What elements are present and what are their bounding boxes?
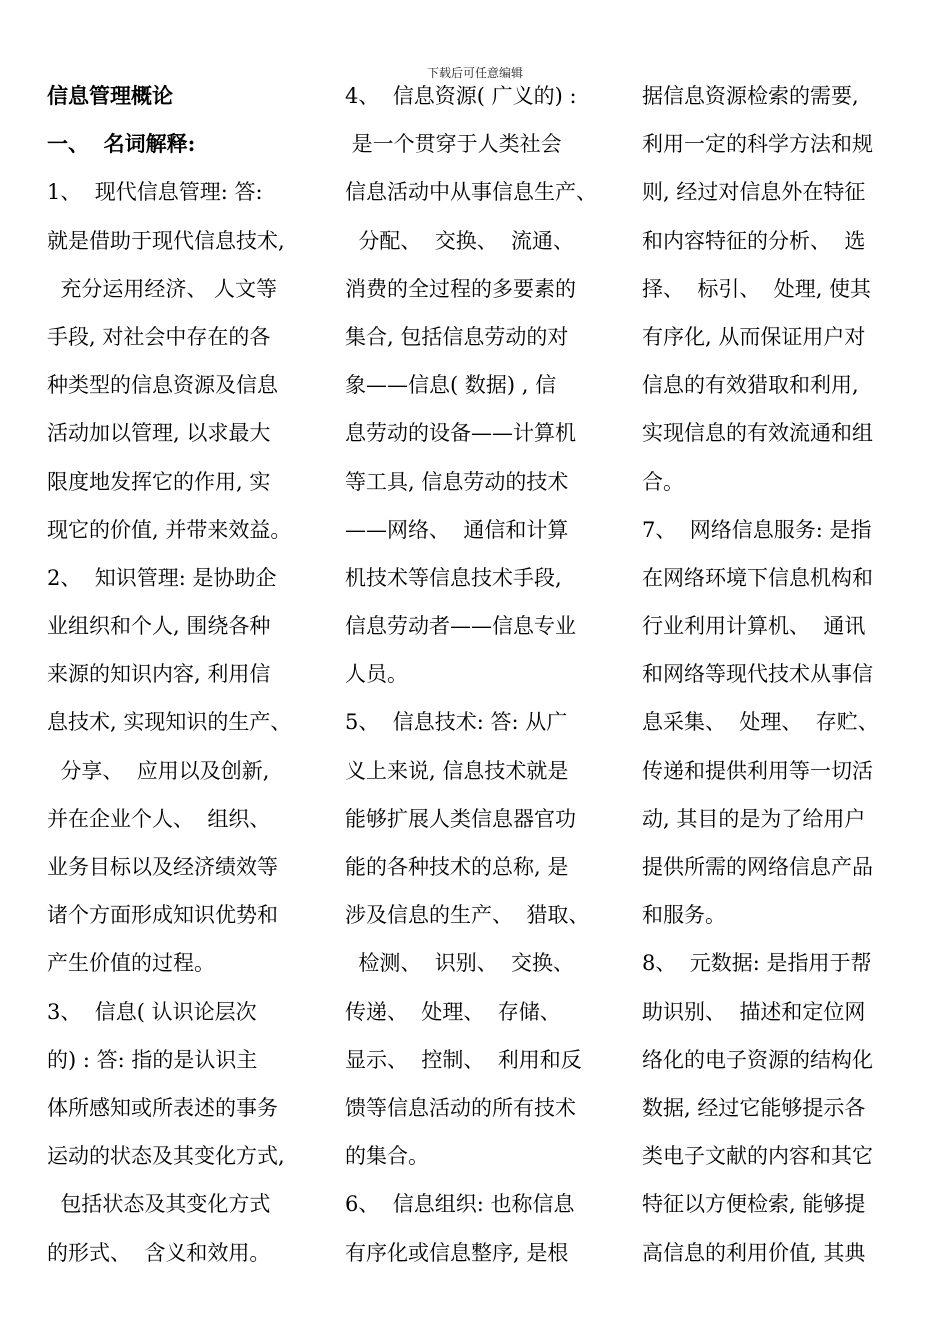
text-line: 消费的全过程的多要素的 — [345, 276, 576, 301]
text-line: 分配、 交换、 流通、 — [345, 228, 575, 253]
text-line: 数据, 经过它能够提示各 — [642, 1095, 866, 1120]
text-line: 和内容特征的分析、 选 — [642, 228, 866, 253]
text-line: ——网络、 通信和计算 — [345, 517, 569, 542]
text-line: 充分运用经济、 人文等 — [47, 276, 278, 301]
text-line: 义上来说, 信息技术就是 — [345, 758, 569, 783]
text-line: 助识别、 描述和定位网 — [642, 999, 866, 1024]
text-line: 7、 网络信息服务: 是指 — [642, 517, 872, 542]
text-line: 据信息资源检索的需要, — [642, 84, 859, 108]
text-line: 行业利用计算机、 通讯 — [642, 614, 866, 639]
text-line: 的) : 答: 指的是认识主 — [47, 1047, 258, 1072]
text-line: 有序化或信息整序, 是根 — [345, 1240, 569, 1265]
text-line: 3、 信息( 认识论层次 — [47, 999, 257, 1024]
text-line: 的集合。 — [345, 1144, 429, 1169]
text-column-2 — [345, 72, 635, 1277]
text-line: 息采集、 处理、 存贮、 — [642, 710, 879, 735]
text-line: 是一个贯穿于人类社会 — [345, 132, 562, 157]
text-line: 动, 其目的是为了给用户 — [642, 806, 866, 831]
text-column-3 — [642, 72, 932, 1277]
text-line: 人员。 — [345, 662, 408, 687]
text-line: 业组织和个人, 围绕各种 — [47, 614, 271, 639]
text-line: 合。 — [642, 469, 684, 494]
text-line: 实现信息的有效流通和组 — [642, 421, 873, 446]
text-line: 涉及信息的生产、 猎取、 — [345, 903, 590, 928]
text-line: 能的各种技术的总称, 是 — [345, 855, 569, 879]
text-line: 在网络环境下信息机构和 — [642, 565, 873, 590]
text-line: 择、 标引、 处理, 使其 — [642, 276, 872, 301]
text-line: 体所感知或所表述的事务 — [47, 1095, 278, 1120]
text-line: 传递和提供利用等一切活 — [642, 758, 873, 783]
text-line: 包括状态及其变化方式 — [47, 1192, 271, 1217]
text-line: 活动加以管理, 以求最大 — [47, 421, 271, 446]
text-line: 1、 现代信息管理: 答: — [47, 180, 263, 205]
text-line: 手段, 对社会中存在的各 — [47, 324, 271, 349]
text-line: 诸个方面形成知识优势和 — [47, 903, 278, 928]
text-line: 4、 信息资源( 广义的) : — [345, 84, 577, 108]
text-line: 息劳动的设备——计算机 — [345, 421, 576, 446]
text-line: 利用一定的科学方法和规 — [642, 132, 873, 157]
text-line: 等工具, 信息劳动的技术 — [345, 469, 569, 494]
text-line: 机技术等信息技术手段, — [345, 565, 562, 590]
text-line: 特征以方便检索, 能够提 — [642, 1192, 866, 1217]
text-line: 并在企业个人、 组织、 — [47, 806, 271, 831]
text-line: 能够扩展人类信息器官功 — [345, 806, 576, 831]
document-title: 信息管理概论 — [47, 83, 173, 108]
text-line: 类电子文献的内容和其它 — [642, 1144, 873, 1169]
text-line: 有序化, 从而保证用户对 — [642, 324, 866, 349]
text-line: 高信息的利用价值, 其典 — [642, 1240, 866, 1265]
text-line: 息技术, 实现知识的生产、 — [47, 710, 292, 735]
text-line: 信息劳动者——信息专业 — [345, 614, 576, 639]
text-line: 则, 经过对信息外在特征 — [642, 180, 866, 205]
text-line: 产生价值的过程。 — [47, 951, 215, 976]
text-line: 集合, 包括信息劳动的对 — [345, 324, 569, 349]
text-line: 提供所需的网络信息产品 — [642, 855, 873, 879]
text-line: 运动的状态及其变化方式, — [47, 1144, 285, 1169]
text-line: 信息的有效猎取和利用, — [642, 373, 859, 398]
text-line: 络化的电子资源的结构化 — [642, 1047, 873, 1072]
text-line: 的形式、 含义和效用。 — [47, 1240, 271, 1265]
text-line: 和服务。 — [642, 903, 726, 928]
text-line: 限度地发挥它的作用, 实 — [47, 469, 271, 494]
text-line: 和网络等现代技术从事信 — [642, 662, 873, 687]
text-line: 2、 知识管理: 是协助企 — [47, 565, 277, 590]
section-heading: 一、 名词解释: — [47, 131, 196, 157]
text-line: 就是借助于现代信息技术, — [47, 228, 285, 253]
text-line: 业务目标以及经济绩效等 — [47, 855, 278, 879]
text-line: 检测、 识别、 交换、 — [345, 951, 575, 976]
text-line: 种类型的信息资源及信息 — [47, 373, 278, 398]
text-line: 象——信息( 数据) , 信 — [345, 373, 557, 398]
text-line: 显示、 控制、 利用和反 — [345, 1047, 582, 1072]
text-line: 现它的价值, 并带来效益。 — [47, 517, 292, 542]
text-line: 信息活动中从事信息生产、 — [345, 180, 597, 205]
text-line: 5、 信息技术: 答: 从广 — [345, 710, 568, 735]
text-column-1 — [47, 72, 337, 1277]
text-line: 6、 信息组织: 也称信息 — [345, 1192, 575, 1217]
text-line: 8、 元数据: 是指用于帮 — [642, 951, 872, 976]
text-line: 传递、 处理、 存储、 — [345, 999, 561, 1024]
watermark-text: 下载后可任意编辑 — [426, 66, 523, 80]
text-line: 馈等信息活动的所有技术 — [345, 1095, 576, 1120]
text-line: 分享、 应用以及创新, — [47, 758, 270, 783]
text-line: 来源的知识内容, 利用信 — [47, 662, 271, 687]
